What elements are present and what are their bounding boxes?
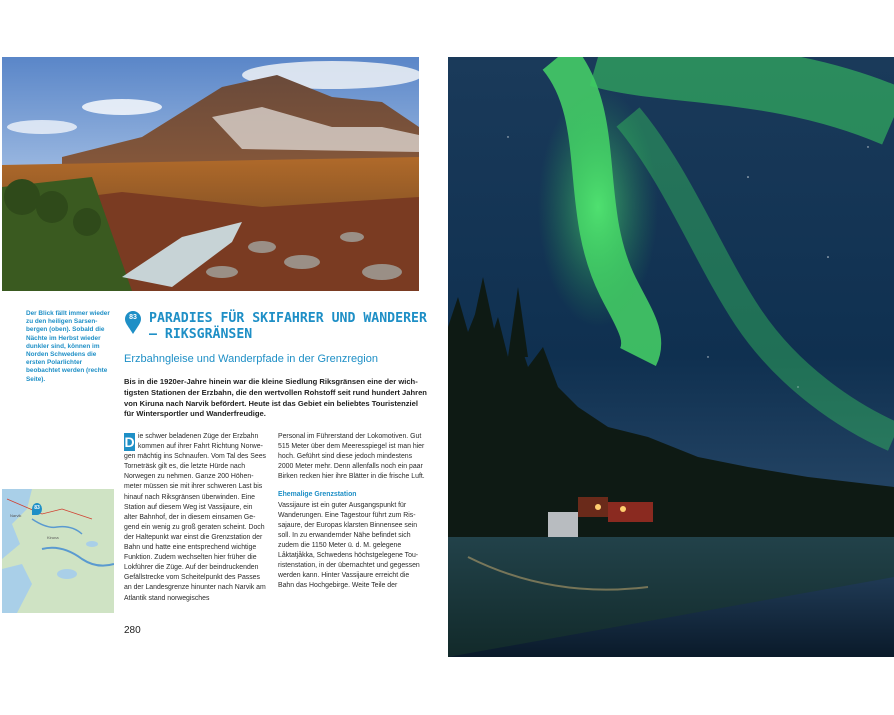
mountain-photo bbox=[2, 57, 419, 291]
intro-paragraph: Bis in die 1920er-Jahre hinein war die kleine Siedlung Riksgränsen eine der wichtigsten Stationen der Erzbahn, die den wertvollen Rohstoff seit rund hundert Jahren von Kiruna nach Narvik befördert. Heute ist das Gebiet ein beliebtes Touristenziel für Wintersportler und Wanderfreudige. bbox=[124, 377, 427, 419]
section-number: 83 bbox=[129, 314, 137, 321]
location-map bbox=[2, 489, 114, 613]
aurora-photo bbox=[448, 57, 894, 657]
column-1-text: ie schwer beladenen Züge der Erzbahn kommen auf ihrer Fahrt Richtung Norwegen mächtig ins Schnaufen. Vom Tal des Sees Torneträsk gilt es, die letzte Hürde nach Norwegen zu nehmen. Ganze 200 Höhenmeter müssen sie mit ihrer schweren Last bis hinauf nach Riksgränsen überwinden. Eine Station auf diesem Weg ist Vassijaure, ein alter Bahnhof, der in diesem einsamen Gegend ein wenig zu groß geraten scheint. Doch der Haltepunkt war einst die Grenzstation der Bahn und hatte eine entsprechend wichtige Funktion. Zudem wechselten hier früher die Lokführer die Züge. Auf der beindruckenden Gefällstrecke vom Scheitelpunkt des Passes an der Landesgrenze hinunter nach Narvik am Atlantik stand norwegisches bbox=[124, 433, 266, 602]
column-2-text-2: Vassijaure ist ein guter Ausgangspunkt für Wanderungen. Eine Tagestour führt zum Rissajaure, der Europas klarsten Binnensee sein soll. In zu erwandernder Nähe befindet sich zudem die 1150 Meter ü. d. M. gelegene Låktatjåkka, Schwedens höchstgelegene Touristenstation, in der übernachtet und gegessen werden kann. Hinter Vassijaure erreicht die Bahn das Hochgebirge. Weite Teile der bbox=[278, 501, 420, 590]
map-badge: 83 bbox=[32, 503, 42, 515]
text-column-1 bbox=[124, 432, 266, 604]
section-subheading: Erzbahngleise und Wanderpfade in der Grenzregion bbox=[124, 353, 378, 365]
column-2-subheading: Ehemalige Grenzstation bbox=[278, 491, 357, 499]
column-2-text: Personal im Führerstand der Lokomotiven. Gut 515 Meter über dem Meeresspiegel ist man hier hoch. Geführt sind diese jedoch mindestens 2000 Meter mehr. Denn allenfalls noch ein paar Birken recken hier ihre Blätter in die frische Luft. bbox=[278, 433, 425, 481]
drop-cap: D bbox=[124, 434, 135, 450]
svg-text:Kiruna: Kiruna bbox=[47, 535, 59, 540]
book-spread bbox=[2, 57, 894, 657]
photo-caption: Der Blick fällt immer wieder zu den heiligen Sarsenbergen (oben). Sobald die Nächte im Herbst wieder dunkler sind, können im Norden Schwedens die ersten Polarlichter beobachtet werden (rechte Seite). bbox=[26, 310, 110, 383]
section-heading: PARADIES FÜR SKIFAHRER UND WANDERER – RIKSGRÄNSEN bbox=[149, 311, 427, 342]
text-column-2 bbox=[278, 432, 426, 591]
section-number-badge bbox=[124, 311, 142, 335]
page-number: 280 bbox=[124, 625, 141, 636]
svg-text:Narvik: Narvik bbox=[10, 513, 22, 518]
left-page bbox=[2, 57, 448, 657]
